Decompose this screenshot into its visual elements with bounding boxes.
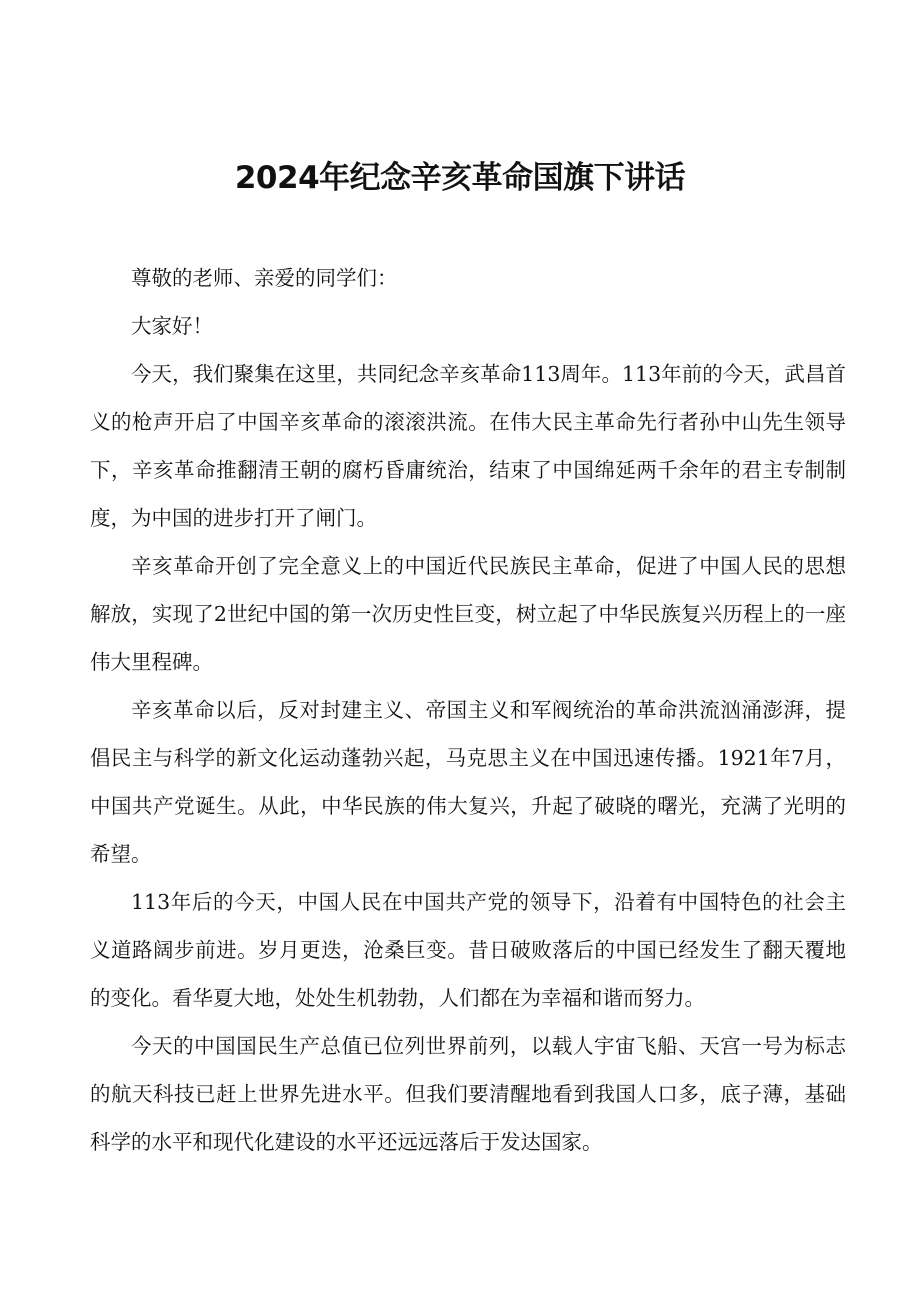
document-title: 2024年纪念辛亥革命国旗下讲话 bbox=[234, 160, 686, 196]
paragraph-4: 113年后的今天，中国人民在中国共产党的领导下，沿着有中国特色的社会主义道路阔步前进。岁月更迭，沧桑巨变。昔日破败落后的中国已经发生了翻天覆地的变化。看华夏大地，处处生机勃勃，人们都在为幸福和谐而努力。 bbox=[90, 890, 846, 1010]
paragraph-5: 今天的中国国民生产总值已位列世界前列，以载人宇宙飞船、天宫一号为标志的航天科技已赶上世界先进水平。但我们要清醒地看到我国人口多，底子薄，基础科学的水平和现代化建设的水平还远远落后于发达国家。 bbox=[90, 1034, 846, 1154]
paragraph-3: 辛亥革命以后，反对封建主义、帝国主义和军阀统治的革命洪流汹涌澎湃，提倡民主与科学的新文化运动蓬勃兴起，马克思主义在中国迅速传播。1921年7月，中国共产党诞生。从此，中华民族的伟大复兴，升起了破晓的曙光，充满了光明的希望。 bbox=[90, 698, 846, 866]
salutation: 尊敬的老师、亲爱的同学们： bbox=[131, 266, 398, 290]
paragraph-2: 辛亥革命开创了完全意义上的中国近代民族民主革命，促进了中国人民的思想解放，实现了2世纪中国的第一次历史性巨变，树立起了中华民族复兴历程上的一座伟大里程碑。 bbox=[90, 554, 846, 674]
greeting: 大家好！ bbox=[131, 314, 213, 338]
document-body bbox=[90, 254, 846, 1166]
paragraph-1: 今天，我们聚集在这里，共同纪念辛亥革命113周年。113年前的今天，武昌首义的枪声开启了中国辛亥革命的滚滚洪流。在伟大民主革命先行者孙中山先生领导下，辛亥革命推翻清王朝的腐朽昏庸统治，结束了中国绵延两千余年的君主专制制度，为中国的进步打开了闸门。 bbox=[90, 362, 846, 530]
